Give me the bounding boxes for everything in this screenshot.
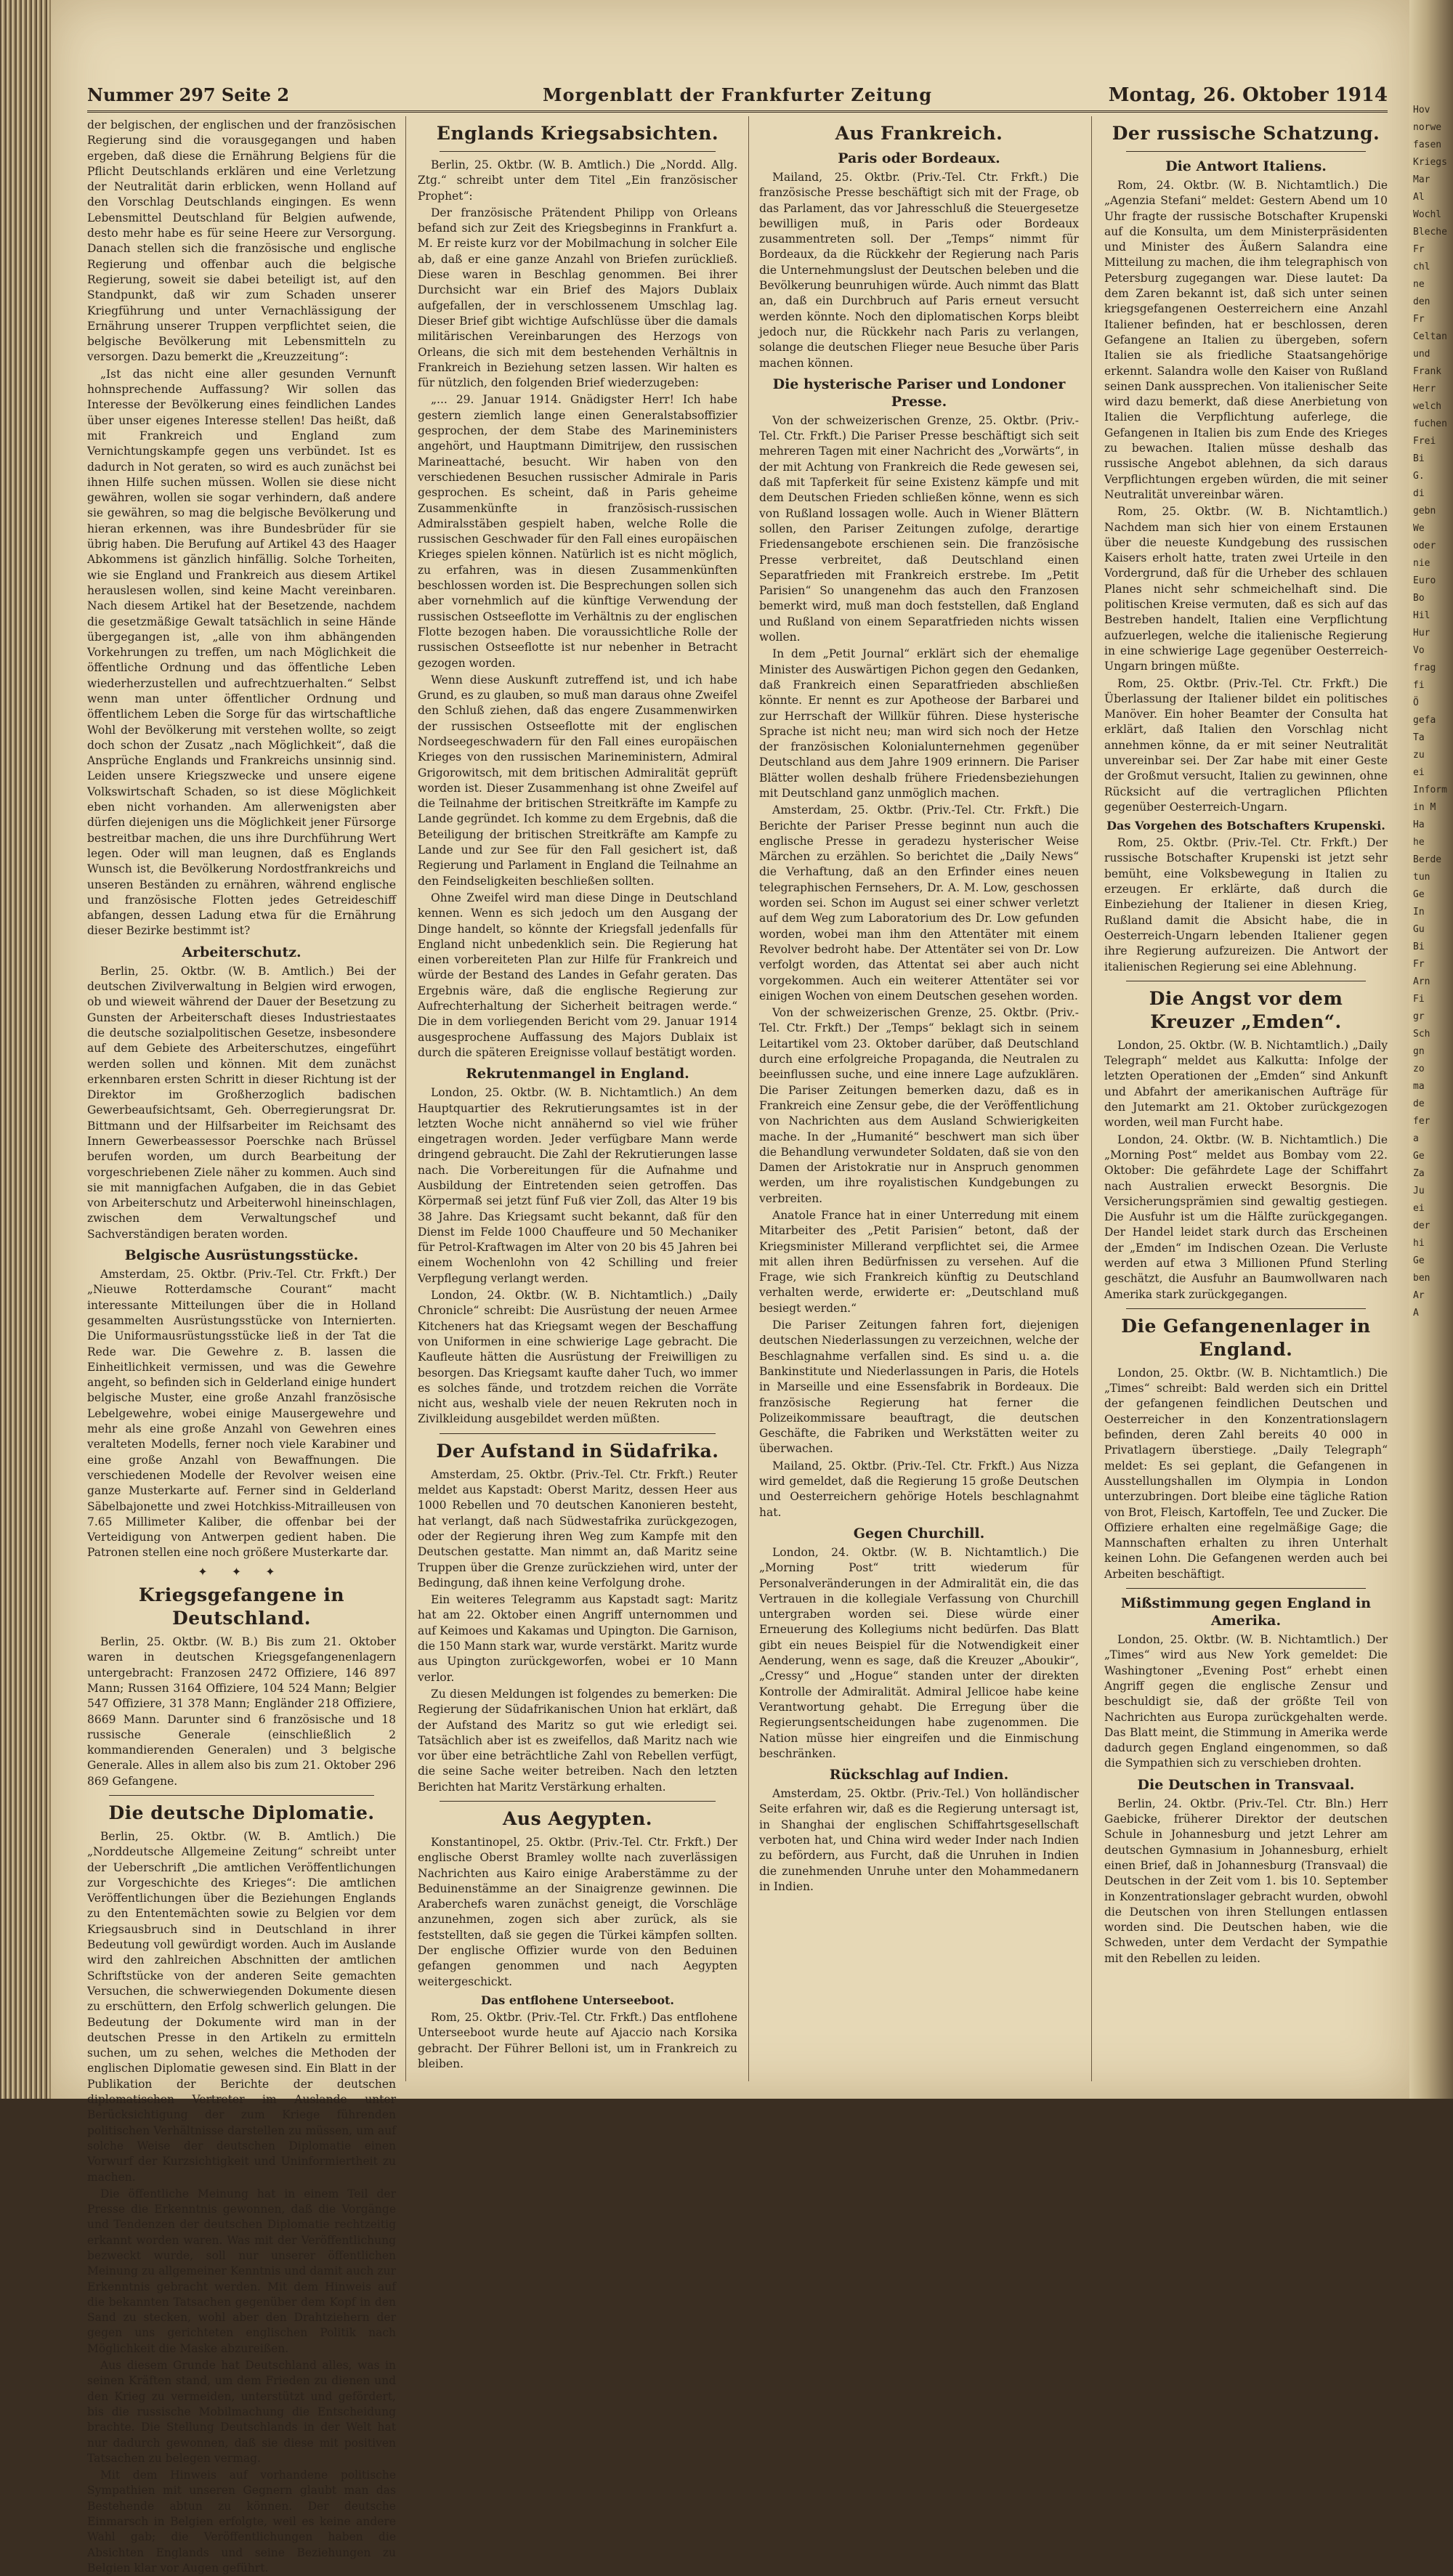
facing-page-line: der <box>1413 1220 1430 1231</box>
article-paragraph: Mailand, 25. Oktbr. (Priv.-Tel. Ctr. Frkft.) Aus Nizza wird gemeldet, daß die Regierung 15 große Deutschen und Oesterreichern gehörige Hotels beschlagnahmt hat. <box>759 1459 1079 1519</box>
facing-page-line: Ju <box>1413 1186 1425 1196</box>
facing-page-line: in M <box>1413 802 1436 813</box>
facing-page-line: Sch <box>1413 1029 1430 1040</box>
facing-page-line: Fr <box>1413 244 1425 255</box>
headline-deutsche-transvaal: Die Deutschen in Transvaal. <box>1137 1776 1355 1793</box>
facing-page-line: ei <box>1413 1203 1425 1214</box>
facing-page-line: In <box>1413 907 1425 918</box>
article-paragraph: „Ist das nicht eine aller gesunden Vernunft hohnsprechende Auffassung? Wir sollen das Interesse der Bevölkerung eines feindlichen Landes über unser eigenes Interesse stellen! Das heißt, daß mit Frankreich und England zum Vernichtungskampfe gegen uns verbündet. Ist es dadurch in Not geraten, so wird es auch zunächst bei ihnen Hilfe suchen müssen. Wollen sie diese nicht gewähren, wollen sie sogar verhindern, daß andere sie gewähren, so mag die belgische Bevölkerung und hieran erkennen, was ihre Bundesbrüder für sie übrig haben. Die Berufung auf Artikel 43 des Haager Abkommens ist gänzlich hinfällig. Solche Torheiten, wie sie England und Frankreich aus diesem Artikel herauslesen wollen, sind keine Macht vereinbaren. Nach diesem Artikel hat der Besetzende, nachdem die gesetzmäßige Gewalt tatsächlich in seine Hände übergegangen ist, „alle von ihm abhängenden Vorkehrungen zu treffen, um nach Möglichkeit die öffentliche Ordnung und das öffentliche Leben wiederherzustellen und aufrechtzuerhalten.“ Selbst wenn man unter öffentlicher Ordnung und öffentlichem Leben die Sorge für das wirtschaftliche Wohl der Bevölkerung mit verstehen wollte, so zeigt doch schon der Zusatz „nach Möglichkeit“, daß die Ansprüche Englands und Frankreichs unsinnig sind. Leiden unsere Kriegszwecke und unsere eigene Volkswirtschaft Schaden, so ist diese Möglichkeit eben nicht vorhanden. Am allerwenigsten aber dürfen diejenigen uns die Möglichkeit jener Fürsorge bestreitbar machen, die uns ihre Durchführung Wert legen. Oder will man leugnen, daß es Englands Wunsch ist, die Bevölkerung Nordostfrankreichs und unseren Beständen zu ernähren, während englische und französische Flotten jedes Getreideschiff abfangen, dessen Ladung etwa für die Ernährung dieser Bezirke bestimmt ist? <box>87 367 396 938</box>
column-rule <box>748 116 749 2081</box>
facing-page-line: zo <box>1413 1064 1425 1074</box>
headline-rekrutenmangel: Rekrutenmangel in England. <box>466 1066 689 1082</box>
headline-ausruestung: Belgische Ausrüstungsstücke. <box>124 1247 359 1264</box>
facing-page-line: hi <box>1413 1238 1425 1249</box>
facing-page-line: Frei <box>1413 436 1436 447</box>
facing-page-line: a <box>1413 1133 1419 1144</box>
article-paragraph: London, 25. Oktbr. (W. B. Nichtamtlich.) Der „Times“ wird aus New York gemeldet: Die Washingtoner „Evening Post“ erhebt einen Angriff gegen die englische Zensur und beschuldigt sie, daß der größte Teil von Nachrichten aus Europa zurückgehalten werde. Das Blatt meint, die Stimmung in Amerika werde dadurch gegen England eingenommen, so daß die Sympathien sich zu verschieben drohten. <box>1104 1633 1388 1770</box>
headline-unterseeboot: Das entflohene Unterseeboot. <box>481 1993 674 2007</box>
headline-russische-schatzung: Der russische Schatzung. <box>1112 123 1380 144</box>
section-rule <box>440 1433 716 1434</box>
article-paragraph: Mit dem Hinweis auf vorhandene politische Sympathien mit unseren Gegnern glaubt man das Bestehende abtun zu können. Der deutsche Einmarsch in Belgien erfolgte, weil es keine andere Wahl gab; die Veröffentlichungen haben die Absichten Englands und seine Beziehungen zu Belgien klar vor Augen geführt. <box>87 2468 396 2575</box>
facing-page-line: Al <box>1413 192 1425 203</box>
facing-page-line: Bo <box>1413 593 1425 604</box>
article-paragraph: Aus diesem Grunde hat Deutschland alles, was in seinen Kräften stand, um dem Frieden zu dienen und den Krieg zu vermeiden, unterstützt und gefördert, bis die russische Mobilmachung die Entscheidung brachte. Die Stellung Deutschlands in der Welt hat nur dadurch gewonnen, daß sie diese mit positiven Tatsachen zu belegen vermag. <box>87 2359 396 2465</box>
column-4 <box>1104 118 1388 2083</box>
facing-page-line: fi <box>1413 680 1425 691</box>
facing-page-line: Celtan <box>1413 331 1447 342</box>
article-paragraph: Ohne Zweifel wird man diese Dinge in Deutschland kennen. Wenn es sich jedoch um den Ausgang der Dinge handelt, so könnte der Kriegsfall jedenfalls für England nicht unbedenklich sein. Die Regierung hat einen vorbereiteten Plan zur Hilfe für Frankreich und würde der Bestand des Landes in Gefahr geraten. Das Ergebnis wäre, daß die englische Regierung zur Aufrechterhaltung der Sicherheit beitragen werde.“ Die in dem vorliegenden Bericht vom 29. Januar 1914 ausgesprochene Auffassung des Majors Dublaix ist durch die späteren Ereignisse vollauf bestätigt worden. <box>418 891 737 1059</box>
article-paragraph: der belgischen, der englischen und der französischen Regierung sind die vorausgegangen und haben ergeben, daß diese die Ernährung Belgiens für die Pflicht Deutschlands erklären und eine Verletzung der Neutralität darin erblicken, wenn Holland auf den Vorschlag Deutschlands eingingen. Es wenn Lebensmittel Deutschland für Belgien aufwende, desto mehr habe es für seine Heere zur Versorgung. Danach stellen sich die französische und englische Regierung und offenbar auch die belgische Regierung, soweit sie dabei beteiligt ist, auf den Standpunkt, daß wir zum Schaden unserer Kriegführung und unter Vernachlässigung der Ernährung unserer Truppen verpflichtet seien, die belgische Bevölkerung mit Lebensmitteln zu versorgen. Dazu bemerkt die „Kreuzzeitung“: <box>87 118 396 364</box>
facing-page-line: Hur <box>1413 628 1430 639</box>
newspaper-page <box>51 0 1409 2575</box>
article-paragraph: Berlin, 25. Oktbr. (W. B. Amtlich.) Die „Nordd. Allg. Ztg.“ schreibt unter dem Titel „Ein französischer Prophet“: <box>418 158 737 203</box>
facing-page-line: Bi <box>1413 941 1425 952</box>
facing-page-line: gn <box>1413 1046 1425 1057</box>
facing-page-line: ma <box>1413 1081 1425 1092</box>
headline-aufstand-suedafrika: Der Aufstand in Südafrika. <box>436 1440 719 1462</box>
headline-kriegsgefangene: Kriegsgefangene in Deutschland. <box>138 1584 345 1629</box>
facing-page-line: fasen <box>1413 139 1442 150</box>
facing-page-line: Ge <box>1413 1255 1425 1266</box>
article-paragraph: London, 25. Oktbr. (W. B. Nichtamtlich.) Die „Times“ schreibt: Bald werden sich ein Drittel der gefangenen feindlichen Deutschen und Oesterreicher in den Konzentrationslagern befinden, deren Zahl bereits 40 000 in Privatlagern überstiege. „Daily Telegraph“ meldet: Es sei geplant, die Gefangenen in Ausstellungshallen im Olympia in London unterzubringen. Dort bleibe eine tägliche Ration von Brot, Fleisch, Kartoffeln, Tee und Zucker. Die Offiziere erhalten eine regelmäßige Gage; die Mannschaften erhalten zu ihren Unterhalt keinen Lohn. Die Gefangenen werden auch bei Arbeiten beschäftigt. <box>1104 1366 1388 1581</box>
headline-arbeiterschutz: Arbeiterschutz. <box>182 944 301 960</box>
article-paragraph: Amsterdam, 25. Oktbr. (Priv.-Tel. Ctr. Frkft.) Reuter meldet aus Kapstadt: Oberst Maritz, dessen Heer aus 1000 Rebellen und 70 deutschen Kanonieren besteht, hat verlangt, daß nach Südwestafrika zurückgezogen, oder der Regierung ihren Weg zum Kampfe mit den Deutschen gestatte. Man nimmt an, daß Maritz seine Truppen über die Grenze zurückziehen wird, unter der Bedingung, daß ihnen keine Verfolgung drohe. <box>418 1467 737 1589</box>
facing-page-line: gebn <box>1413 506 1436 517</box>
article-paragraph: Der französische Prätendent Philipp von Orleans befand sich zur Zeit des Kriegsbeginns in Frankfurt a. M. Er reiste kurz vor der Mobilmachung in solcher Eile ab, daß er eine ganze Anzahl von Briefen zurückließ. Diese waren in Beschlag genommen. Bei ihrer Durchsicht war ein Brief des Majors Dublaix aufgefallen, der in verschlossenem Umschlag lag. Dieser Brief gibt wichtige Aufschlüsse über die damals militärischen Vereinbarungen des Herzogs von Orleans, die sich mit dem bestehenden Verhältnis in Frankreich in Beziehung setzen lassen. Wir halten es für nützlich, den folgenden Brief wiederzugeben: <box>418 206 737 390</box>
article-paragraph: London, 24. Oktbr. (W. B. Nichtamtlich.) Die „Morning Post“ meldet aus Bombay vom 22. Oktober: Die gefährdete Lage der Schiffahrt nach Australien erweckt Besorgnis. Die Versicherungsprämien sind gewaltig gestiegen. Die Ausfuhr ist um die Hälfte zurückgegangen. Der Handel leidet stark durch das Erscheinen der „Emden“ im Indischen Ozean. Die Verluste werden auf etwa 3 Millionen Pfund Sterling geschätzt, die Ausfuhr an Baumwollwaren nach Amerika stark zurückgegangen. <box>1104 1133 1388 1301</box>
section-rule <box>109 1795 374 1796</box>
section-rule <box>1126 1308 1366 1309</box>
article-paragraph: Mailand, 25. Oktbr. (Priv.-Tel. Ctr. Frkft.) Die französische Presse beschäftigt sich mit der Frage, ob das Parlament, das vor Jahresschluß die Steuergesetze bewilligen muß, in Paris oder Bordeaux zusammentreten soll. Der „Temps“ nimmt für Bordeaux, da die Rückkehr der Regierung nach Paris die Unternehmungslust der Deutschen beleben und die Bevölkerung beunruhigen würde. Auch nimmt das Blatt an, daß ein Durchbruch auf Paris erneut versucht werden könnte. Noch den diplomatischen Korps bleibt jedoch nur, die Rückkehr nach Paris zu verlangen, solange die deutschen Flieger neue Besuche über Paris machen können. <box>759 171 1079 370</box>
article-paragraph: Amsterdam, 25. Oktbr. (Priv.-Tel. Ctr. Frkft.) Die Berichte der Pariser Presse beginnt nun auch die englische Presse in geradezu hysterischer Weise Märchen zu erzählen. So berichtet die „Daily News“ die Verhaftung, daß an den Erfinder eines neuen telegraphischen Fernsehers, Dr. A. M. Low, geschossen worden sei. Schon im August sei einer schwer verletzt auf dem Weg zum Laboratorium des Dr. Low gefunden worden, wobei man ihm den Attentäter mit einem Revolver bedroht habe. Der Attentäter sei von Dr. Low verfolgt worden, das Attentat sei aber auch nicht vorgekommen. Auch ein weiterer Attentäter sei vor einigen Wochen von einem Deutschen gesehen worden. <box>759 803 1079 1003</box>
facing-page-line: Gu <box>1413 924 1425 935</box>
facing-page-line: Bleche <box>1413 227 1447 238</box>
facing-page-line: We <box>1413 523 1425 534</box>
headline-misstimmung-amerika: Mißstimmung gegen England in Amerika. <box>1120 1595 1372 1629</box>
facing-page-line: Za <box>1413 1168 1425 1179</box>
article-paragraph: Zu diesen Meldungen ist folgendes zu bemerken: Die Regierung der Südafrikanischen Union hat erklärt, daß der Aufstand des Maritz so gut wie erledigt sei. Tatsächlich aber ist es zweifellos, daß Maritz nach wie vor über eine beträchtliche Zahl von Rebellen verfügt, die seine Sache weiter betreiben. Nach den letzten Berichten hat Maritz Verstärkung erhalten. <box>418 1687 737 1794</box>
article-paragraph: Amsterdam, 25. Oktbr. (Priv.-Tel.) Von holländischer Seite erfahren wir, daß es die Regierung untersagt ist, in Shanghai der englischen Schiffahrtsgesellschaft verboten hat, und China wird weder Inder nach Indien zu befördern, aus Furcht, daß die Unruhen in Indien die zunehmenden Unruhe unter den Mohammedanern in Indien. <box>759 1787 1079 1893</box>
book-spine-left <box>0 0 51 2099</box>
article-paragraph: London, 25. Oktbr. (W. B. Nichtamtlich.) An dem Hauptquartier des Rekrutierungsamtes ist in der letzten Woche nicht annähernd so viel wie früher eingetragen worden. Jeder verfügbare Mann werde dringend gebraucht. Die Zahl der Rekrutierungen lasse nach. Die Vorbereitungen für die Aufnahme und Ausbildung der Eintretenden seien getroffen. Das Körpermaß sei jetzt fünf Fuß vier Zoll, das Alter 19 bis 38 Jahre. Das Kriegsamt sucht bekannt, daß für den Dienst im Felde 1000 Chauffeure und 50 Mechaniker für Petrol-Kraftwagen im Alter von 20 bis 45 Jahren bei einem Wochenlohn von 42 Schilling und freier Verpflegung verlangt werden. <box>418 1086 737 1285</box>
facing-page-line: ne <box>1413 279 1425 290</box>
facing-page-line: Hov <box>1413 105 1430 116</box>
facing-page-line: Ö <box>1413 697 1419 708</box>
section-rule <box>440 151 716 152</box>
facing-page-line: Kriegs <box>1413 157 1447 168</box>
article-paragraph: Berlin, 25. Oktbr. (W. B.) Bis zum 21. Oktober waren in deutschen Kriegsgefangenenlagern untergebracht: Franzosen 2472 Offiziere, 146 897 Mann; Russen 3164 Offiziere, 104 524 Mann; Belgier 547 Offiziere, 31 378 Mann; Engländer 218 Offiziere, 8669 Mann. Darunter sind 6 französische und 18 russische Generale (einschließlich 2 kommandierenden Generalen) und 3 belgische Generale. Alles in allem also bis zum 21. Oktober 296 869 Gefangene. <box>87 1635 396 1788</box>
facing-page-line: G. <box>1413 471 1425 482</box>
article-paragraph: Berlin, 25. Oktbr. (W. B. Amtlich.) Bei der deutschen Zivilverwaltung in Belgien wird erwogen, ob und wieweit während der Dauer der Besetzung zu Gunsten der Arbeiterschaft dieses Industriestaates die deutsche sozialpolitischen Gesetze, insbesondere auf dem Gebiete des Arbeiterschutzes, eingeführt werden sollen und können. Mit dem zunächst erkennbaren ersten Schritt in dieser Richtung ist der Direktor im Großherzoglich badischen Gewerbeaufsichtsamt, Geh. Oberregierungsrat Dr. Bittmann und der Hilfsarbeiter im Reichsamt des Innern Gewerbeassessor Poerschke nach Brüssel berufen worden, um durch Bearbeitung der vorgeschriebenen Ziele näher zu kommen. Auch sind sie mit mannigfachen Aufgaben, die in das Gebiet von Arbeiterschutz und Arbeiterwohl hineinschlagen, zwischen dem Verwaltungschef und Sachverständigen beraten worden. <box>87 964 396 1241</box>
facing-page-line: Ta <box>1413 732 1425 743</box>
facing-page-line: fer <box>1413 1116 1430 1127</box>
article-paragraph: Rom, 25. Oktbr. (Priv.-Tel. Ctr. Frkft.) Die Überlassung der Italiener bildet ein politisches Manöver. Ein hoher Beamter der Consulta hat erklärt, daß Italien den Vorschlag nicht annehmen könne, da er mit seiner Neutralität unvereinbar sei. Der Zar habe mit einer Geste der Großmut versucht, Italien zu gewinnen, ohne Rücksicht auf die vertraglichen Pflichten gegenüber Oesterreich-Ungarn. <box>1104 676 1388 814</box>
facing-page-line: ben <box>1413 1273 1430 1284</box>
facing-page-text-fragment <box>1413 102 1453 2063</box>
facing-page-line: nie <box>1413 558 1430 569</box>
article-paragraph: Rom, 24. Oktbr. (W. B. Nichtamtlich.) Die „Agenzia Stefani“ meldet: Gestern Abend um 10 Uhr fragte der russische Botschafter Krupenski auf die Konsulta, um dem Ministerpräsidenten und Minister des Äußern Salandra eine Mitteilung zu machen, die ihm telegraphisch von Petersburg zugegangen war. Diese lautet: Da dem Zaren bekannt ist, daß sich unter seinen kriegsgefangenen Oesterreichern eine Anzahl Italiener befinden, hat er beschlossen, deren Gefangene an Italien zu übergeben, sofern Italien sie als friedliche Staatsangehörige erkennt. Salandra wolle den Kaiser von Rußland seinen Dank aussprechen. Von italienischer Seite wird dazu bemerkt, daß diese Anerbietung von Italien die Verpflichtung auferlege, die Gefangenen in Italien bis zum Ende des Krieges zu bewachen. Italien müsse deshalb das russische Angebot ablehnen, da sich daraus Verpflichtungen ergeben würden, die mit seiner Neutralität unvereinbar wären. <box>1104 179 1388 501</box>
article-paragraph: London, 24. Oktbr. (W. B. Nichtamtlich.) Die „Morning Post“ tritt wiederum für Personalveränderungen in der Admiralität ein, die das Vertrauen in die kollegiale Verfassung von Churchill untergraben worden sei. Diese würde einer Erneuerung des Kollegiums nicht bedürfen. Das Blatt gibt ein neues Beispiel für die Notwendigkeit einer Aenderung, wenn es sage, daß die Kreuzer „Aboukir“, „Cressy“ und „Hogue“ standen unter der direkten Kontrolle der Admiralität. Admiral Jellicoe habe keine Verantwortung gehabt. Die Erregung über die Regierungsentscheidungen habe zugenommen. Die Nation müsse hier eingreifen und die Einmischung beschränken. <box>759 1545 1079 1760</box>
facing-page-line: Herr <box>1413 384 1436 394</box>
ornament-divider: ✦ ✦ ✦ <box>198 1564 286 1579</box>
facing-page-line: he <box>1413 837 1425 848</box>
page-header <box>87 81 1388 113</box>
facing-page-line: ei <box>1413 767 1425 778</box>
headline-englands-kriegsabsichten: Englands Kriegsabsichten. <box>436 123 719 144</box>
facing-page-line: welch <box>1413 401 1442 412</box>
facing-page-line: di <box>1413 488 1425 499</box>
headline-antwort-italiens: Die Antwort Italiens. <box>1165 158 1327 174</box>
headline-rueckschlag-indien: Rückschlag auf Indien. <box>829 1767 1009 1783</box>
article-paragraph: Von der schweizerischen Grenze, 25. Oktbr. (Priv.-Tel. Ctr. Frkft.) Die Pariser Presse beschäftigt sich seit mehreren Tagen mit einer Nachricht des „Vorwärts“, in der mit Achtung von Frankreich die Rede gewesen sei, daß mit Tapferkeit für seine Existenz kämpfe und mit dem Deutschen Frieden schließen könne, wenn es sich von Rußland lossagen wolle. Auch in Wiener Blättern sollen, den Pariser Zeitungen zufolge, derartige Friedensangebote erschienen sein. Die französische Presse verbreitet, daß Deutschland einen Separatfrieden mit Frankreich erstrebe. Im „Petit Parisien“ So unangenehm das auch den Franzosen bemerkt wird, muß man doch feststellen, daß England und Rußland von einem Separatfrieden nichts wissen wollen. <box>759 413 1079 644</box>
article-paragraph: Rom, 25. Oktbr. (W. B. Nichtamtlich.) Nachdem man sich hier von einem Erstaunen über die neueste Kundgebung des russischen Kaisers erholt hatte, traten zwei Urteile in den Vordergrund, daß für die Urheber des schlauen Planes nicht sehr schmeichelhaft sind. Die politischen Kreise vermuten, daß es sich auf das Bestreben handelt, Italien eine Verpflichtung aufzuerlegen, welche die italienische Regierung in eine schwierige Lage gegenüber Oesterreich-Ungarn bringen müßte. <box>1104 505 1388 673</box>
facing-page-line: Ge <box>1413 1151 1425 1162</box>
article-paragraph: Die öffentliche Meinung hat in einem Teil der Presse die Erkenntnis gewonnen, daß die Vorgänge und Tendenzen der deutschen Diplomatie rechtzeitig erkannt worden waren. Was mit der Veröffentlichung bezweckt wurde, soll nur unserer öffentlichen Meinung zu allgemeiner Kenntnis und damit auch zur Erkenntnis gebracht werden. Mit dem Hinweis auf die bekannten Tatsachen gegenüber dem Kopf in den Sand zu stecken, wohl aber den Drahtziehern der gegen uns gerichteten englischen Politik nach Möglichkeit die Maske abzureißen. <box>87 2187 396 2355</box>
facing-page-line: Fr <box>1413 314 1425 325</box>
facing-page-line: Ge <box>1413 889 1425 900</box>
facing-page-line: Mar <box>1413 174 1430 185</box>
column-2 <box>418 118 737 2083</box>
headline-diplomatie: Die deutsche Diplomatie. <box>108 1802 375 1823</box>
article-paragraph: Berlin, 25. Oktbr. (W. B. Amtlich.) Die „Norddeutsche Allgemeine Zeitung“ schreibt unter der Ueberschrift „Die amtlichen Veröffentlichungen zur Vorgeschichte des Krieges“: Die amtlichen Veröffentlichungen über die Beziehungen Englands zu den Ententemächten sowie zu Belgien vor dem Kriegsausbruch sind in Deutschland in ihrer Bedeutung voll gewürdigt worden. Auch im Auslande wird den zahlreichen Abschnitten der amtlichen Schriftstücke von der anderen Seite gemachten Versuchen, die schwerwiegenden Dokumente diesen zu erschüttern, den Erfolg schwerlich gelungen. Die Bedeutung der Dokumente wird man in der deutschen Presse in den Artikeln zu ermitteln suchen, um zu sehen, welches die Methoden der englischen Diplomatie gewesen sind. Ein Blatt in der Publikation der Berichte der deutschen diplomatischen Vertreter im Auslande unter Berücksichtigung der zum Kriege führenden politischen Verhältnisse darstellen zu müssen, um auf solche Weise der deutschen Diplomatie einen Vorwurf der Kurzsichtigkeit und Uninformiertheit zu machen. <box>87 1829 396 2184</box>
article-paragraph: In dem „Petit Journal“ erklärt sich der ehemalige Minister des Auswärtigen Pichon gegen den Gedanken, daß Frankreich einen Separatfrieden abschließen könnte. Er nennt es zur Apotheose der Barbarei und zur Herrschaft der Willkür führen. Diese hysterische Sprache ist nicht neu; man wird sich noch der Hetze der französischen Kolonialunternehmen gegenüber Deutschland aus dem Jahre 1909 erinnern. Die Pariser Blätter wollen deshalb frühere Friedensbeziehungen mit Deutschland ganz unmöglich machen. <box>759 647 1079 800</box>
facing-page-line: Fr <box>1413 959 1425 970</box>
facing-page-line: gr <box>1413 1011 1425 1022</box>
column-rule <box>405 116 406 2081</box>
article-paragraph: Die Pariser Zeitungen fahren fort, diejenigen deutschen Niederlassungen zu verzeichnen, welche der Beschlagnahme verfallen sind. Es sind u. a. die Bankinstitute und Niederlassungen in Paris, die Hotels in Marseille und eine Essensfabrik in Bordeaux. Die französische Regierung hat ferner die Polizeikommissare beauftragt, die deutschen Geschäfte, die Fabriken und Werkstätten weiter zu überwachen. <box>759 1319 1079 1456</box>
facing-page-edge <box>1409 0 1453 2099</box>
article-paragraph: Von der schweizerischen Grenze, 25. Oktbr. (Priv.-Tel. Ctr. Frkft.) Der „Temps“ beklagt sich in seinem Leitartikel vom 23. Oktober darüber, daß Deutschland durch eine erfolgreiche Propaganda, die Neutralen zu beeinflussen suche, und eine innere Lage aufzuklären. Die Pariser Zeitungen bemerken dazu, daß es in Frankreich eine Zensur gebe, die der Veröffentlichung von Nachrichten aus dem Ausland Schwierigkeiten mache. In der „Humanité“ beschwert man sich über die Behandlung verwundeter Soldaten, daß sie von den Damen der Aristokratie nur in Anspruch genommen werden, um ihre royalistischen Kundgebungen zu verbreiten. <box>759 1006 1079 1205</box>
section-rule <box>1126 151 1366 152</box>
facing-page-line: frag <box>1413 663 1436 673</box>
article-paragraph: Anatole France hat in einer Unterredung mit einem Mitarbeiter des „Petit Parisien“ betont, daß der Kriegsminister Millerand verpflichtet sei, die Armee mit allen ihren Bedürfnissen zu versehen. Auf die Frage, wie sich Frankreich künftig zu Deutschland verhalten werde, erwiderte er: „Deutschland muß besiegt werden.“ <box>759 1209 1079 1315</box>
headline-gegen-churchill: Gegen Churchill. <box>853 1525 985 1542</box>
facing-page-line: Vo <box>1413 645 1425 656</box>
facing-page-line: oder <box>1413 540 1436 551</box>
article-paragraph: Rom, 25. Oktbr. (Priv.-Tel. Ctr. Frkft.) Das entflohene Unterseeboot wurde heute auf Ajaccio nach Korsika gebracht. Der Führer Belloni ist, um in Frankreich zu bleiben. <box>418 2010 737 2070</box>
facing-page-line: A <box>1413 1308 1419 1319</box>
article-paragraph: London, 24. Oktbr. (W. B. Nichtamtlich.) „Daily Chronicle“ schreibt: Die Ausrüstung der neuen Armee Kitcheners hat das Kriegsamt wegen der Beschaffung von Uniformen in eine schwierige Lage gebracht. Die Kaufleute hätten die Ausrüstung der Freiwilligen zu besorgen. Das Kriegsamt kaufte daher Tuch, wo immer es solches fände, und trotzdem reichen die Vorräte nicht aus, weshalb viele der neuen Rekruten noch in Zivilkleidung ausgebildet werden müßten. <box>418 1289 737 1426</box>
headline-aegypten: Aus Aegypten. <box>503 1807 652 1829</box>
facing-page-line: Fi <box>1413 994 1425 1005</box>
column-1 <box>87 118 396 2575</box>
facing-page-line: fuchen <box>1413 418 1447 429</box>
article-paragraph: Rom, 25. Oktbr. (Priv.-Tel. Ctr. Frkft.) Der russische Botschafter Krupenski ist jetzt sehr bemüht, eine Volksbewegung in Italien zu erzeugen. Er erklärte, daß durch die Einbeziehung der Italiener in diesen Krieg, Rußland damit die Absicht habe, die in Oesterreich-Ungarn lebenden Italiener gegen ihre Regierung aufzureizen. Die Antwort der italienischen Regierung sei eine Ablehnung. <box>1104 836 1388 973</box>
article-paragraph: London, 25. Oktbr. (W. B. Nichtamtlich.) „Daily Telegraph“ meldet aus Kalkutta: Infolge der letzten Operationen der „Emden“ sind Ankunft und Abfahrt der amerikanischen Aufträge für den Jutemarkt am 21. Oktober zurückgezogen worden, weil man Furcht habe. <box>1104 1038 1388 1130</box>
facing-page-line: und <box>1413 349 1430 360</box>
issue-date: Montag, 26. Oktober 1914 <box>1108 84 1388 106</box>
article-paragraph: Berlin, 24. Oktbr. (Priv.-Tel. Ctr. Bln.) Herr Gaebicke, früherer Direktor der deutschen Schule in Johannesburg und jetzt Lehrer am deutschen Gymnasium in Johannesburg, erhielt einen Brief, daß in Johannesburg (Transvaal) die Deutschen in der Zeit vom 1. bis 10. September in Konzentrationslager gebracht wurden, obwohl die Deutschen von ihren Stellungen entlassen worden sind. Die Deutschen haben, wie die Schweden, unter dem Verdacht der Sympathie mit den Rebellen zu leiden. <box>1104 1797 1388 1965</box>
facing-page-line: zu <box>1413 750 1425 761</box>
facing-page-line: tun <box>1413 872 1430 883</box>
facing-page-line: norwe <box>1413 122 1442 133</box>
facing-page-line: chl <box>1413 262 1430 272</box>
facing-page-line: Hil <box>1413 610 1430 621</box>
column-3 <box>759 118 1079 2083</box>
column-rule <box>1091 116 1092 2081</box>
facing-page-line: Inform <box>1413 785 1447 795</box>
article-paragraph: „... 29. Januar 1914. Gnädigster Herr! Ich habe gestern ziemlich lange einen Generalstabsoffizier gesprochen, der dem Stabe des Marineministers angehört, und Hauptmann Dimitrijew, den russischen Marineattaché, besucht. Wir haben von den verschiedenen Besuchen russischer Admirale in Paris gesprochen. Es scheint, daß in Paris geheime Zusammenkünfte in französisch-russischen Admiralsstäben gespielt haben, welche Rolle die russischen Geschwader für den Fall eines europäischen Krieges spielen können. Natürlich ist es nicht möglich, zu erfahren, was in diesen Zusammenkünften beschlossen worden ist. Die Besprechungen sollen sich aber vornehmlich auf die künftige Verwendung der russischen Ostseeflotte im Verhältnis zu der englischen Flotte bezogen haben. Die voraussichtliche Rolle der russischen Ostseeflotte ist nur nebenher in Betracht gezogen worden. <box>418 393 737 670</box>
article-paragraph: Amsterdam, 25. Oktbr. (Priv.-Tel. Ctr. Frkft.) Der „Nieuwe Rotterdamsche Courant“ macht interessante Mitteilungen über die in Holland gesammelten Ausrüstungsstücke von Internierten. Die Uniformausrüstungsstücke ließ in der Tat die Rede war. Die Gewehre z. B. lassen die Einheitlichkeit vermissen, und was die Gewehre angeht, so befinden sich in Gelderland einige hundert belgische Muster, eine große Anzahl französische Lebelgewehre, wobei einige Mausergewehre und mehr als eine große Anzahl von Gewehren eines veralteten Modells, ferner noch viele Karabiner und eine große Anzahl von Bewaffnungen. Die verschiedenen Modelle der Revolver weisen eine ganze Musterkarte auf. Ferner sind in Gelderland Säbelbajonette und zwei Hotchkiss-Mitrailleusen von 7.65 Millimeter Kaliber, die offenbar bei der Verteidigung von Antwerpen gedient haben. Die Patronen stellen eine noch größere Musterkarte dar. <box>87 1268 396 1560</box>
facing-page-line: Bi <box>1413 453 1425 464</box>
facing-page-line: Ar <box>1413 1290 1425 1301</box>
facing-page-line: Berde <box>1413 854 1442 865</box>
headline-hysterische-presse: Die hysterische Pariser und Londoner Presse. <box>772 376 1066 410</box>
section-rule <box>1126 1588 1366 1589</box>
section-rule <box>440 1801 716 1802</box>
facing-page-line: Ha <box>1413 819 1425 830</box>
facing-page-line: gefa <box>1413 715 1436 726</box>
headline-vorgehen-krupenski: Das Vorgehen des Botschafters Krupenski. <box>1106 819 1385 833</box>
headline-gefangenenlager-england: Die Gefangenenlager in England. <box>1121 1315 1371 1360</box>
facing-page-line: de <box>1413 1098 1425 1109</box>
article-paragraph: Wenn diese Auskunft zutreffend ist, und ich habe Grund, es zu glauben, so muß man daraus ohne Zweifel den Schluß ziehen, daß das engere Zusammenwirken der russischen Ostseeflotte mit der englischen Nordseegeschwadern für den Fall eines europäischen Krieges von den russischen Marineministern, Admiral Grigorowitsch, mit dem britischen Admiralität geprüft worden ist. Dieser Zusammenhang ist ohne Zweifel auf die Teilnahme der britischen Streitkräfte im Kampfe zu Lande gegründet. Ich komme zu dem Ergebnis, daß die Beteiligung der britischen Streitkräfte am Kampfe zu Lande und zur See für den Fall gesichert ist, daß Regierung und Parlament in England die Teilnahme an den Feindseligkeiten beschließen sollten. <box>418 673 737 888</box>
facing-page-line: Arn <box>1413 976 1430 987</box>
headline-aus-frankreich: Aus Frankreich. <box>835 123 1003 144</box>
facing-page-line: Wochl <box>1413 209 1442 220</box>
issue-number: Nummer 297 Seite 2 <box>87 84 290 105</box>
facing-page-line: Frank <box>1413 366 1442 377</box>
article-paragraph: Konstantinopel, 25. Oktbr. (Priv.-Tel. Ctr. Frkft.) Der englische Oberst Bramley wollte nach zuverlässigen Nachrichten aus Kairo einige Araberstämme zu der Beduinenstämme an der Sinaigrenze gewinnen. Die Araberchefs waren zunächst geneigt, die Vorschläge anzunehmen, zogen sich aber zurück, als sie feststellten, daß sie gegen die Türkei kämpfen sollten. Der englische Offizier wurde von den Beduinen gefangen genommen und nach Aegypten weitergeschickt. <box>418 1835 737 1988</box>
headline-paris-bordeaux: Paris oder Bordeaux. <box>838 150 1000 166</box>
facing-page-line: Euro <box>1413 575 1436 586</box>
article-paragraph: Ein weiteres Telegramm aus Kapstadt sagt: Maritz hat am 22. Oktober einen Angriff unternommen und auf Keimoes und Kakamas und Upington. Die Garnison, die 150 Mann stark war, wurde verstärkt. Maritz wurde aus Upington zurückgeworfen, wobei er 10 Mann verlor. <box>418 1593 737 1684</box>
headline-angst-emden: Die Angst vor dem Kreuzer „Emden“. <box>1149 987 1343 1032</box>
facing-page-line: den <box>1413 296 1430 307</box>
newspaper-title: Morgenblatt der Frankfurter Zeitung <box>542 84 933 105</box>
